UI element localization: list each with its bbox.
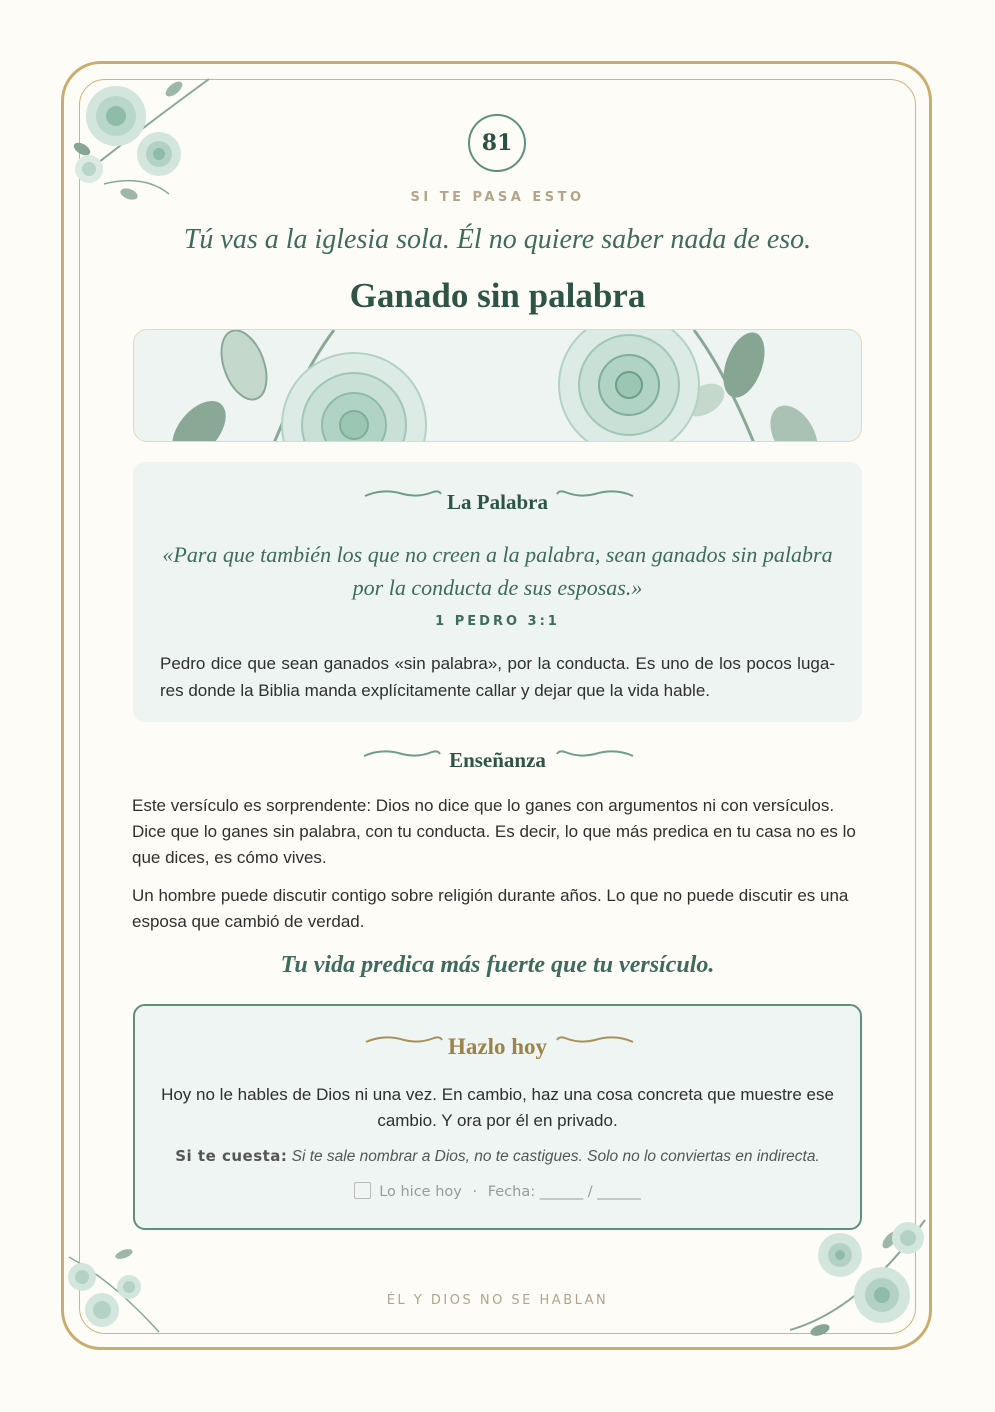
floral-banner bbox=[133, 329, 862, 442]
scripture-quote-line1: «Para que también los que no creen a la palabra, sean ganados sin palabra bbox=[162, 542, 833, 567]
teaching-paragraph-1: Este versículo es sorprendente: Dios no dice que lo ganes con argumentos ni con versículos. Dice que lo ganes sin palabra, con tu conducta. Es decir, lo que más predica en tu casa no es lo que dices, es cómo vives. bbox=[132, 796, 856, 867]
section-eyebrow: SI TE PASA ESTO bbox=[410, 190, 585, 205]
scripture-commentary: Pedro dice que sean ganados «sin palabra», por la conducta. Es uno de los pocos luga-res donde la Biblia manda explícitamente callar y dejar que la vida hable. bbox=[160, 654, 835, 700]
page-number-badge: 81 bbox=[468, 114, 526, 172]
teaching-heading: Enseñanza bbox=[449, 748, 546, 772]
action-hint bbox=[135, 1147, 860, 1166]
scripture-quote-line2: por la conducta de sus esposas.» bbox=[352, 575, 643, 600]
scripture-panel bbox=[133, 462, 862, 722]
floral-banner-icon bbox=[134, 330, 862, 442]
floral-corner-bottom-left-icon bbox=[64, 1242, 164, 1342]
done-checkbox-label: Lo hice hoy bbox=[379, 1184, 462, 1200]
scripture-quote bbox=[153, 538, 842, 604]
page-title: Ganado sin palabra bbox=[349, 276, 646, 315]
date-field-label[interactable]: Fecha: ______ / ______ bbox=[487, 1184, 641, 1200]
done-checkbox[interactable] bbox=[354, 1182, 371, 1199]
page-subtitle: Tú vas a la iglesia sola. Él no quiere saber nada de eso. bbox=[183, 224, 812, 255]
action-text: Hoy no le hables de Dios ni una vez. En cambio, haz una cosa concreta que muestre ese cambio. Y ora por él en privado. bbox=[161, 1085, 834, 1130]
pull-quote: Tu vida predica más fuerte que tu versículo. bbox=[280, 952, 715, 978]
teaching-paragraph-2: Un hombre puede discutir contigo sobre religión durante años. Lo que no puede discutir es una esposa que cambió de verdad. bbox=[132, 886, 849, 931]
scripture-reference: 1 PEDRO 3:1 bbox=[435, 614, 560, 629]
action-hint-text: Si te sale nombrar a Dios, no te castigues. Solo no lo conviertas en indirecta. bbox=[291, 1148, 820, 1165]
action-hint-label: Si te cuesta: bbox=[175, 1147, 288, 1165]
action-heading: Hazlo hoy bbox=[447, 1034, 548, 1059]
page-footer: ÉL Y DIOS NO SE HABLAN bbox=[386, 1293, 609, 1308]
scripture-heading: La Palabra bbox=[447, 490, 548, 514]
separator-dot: · bbox=[472, 1184, 478, 1200]
completion-row bbox=[0, 1182, 995, 1200]
